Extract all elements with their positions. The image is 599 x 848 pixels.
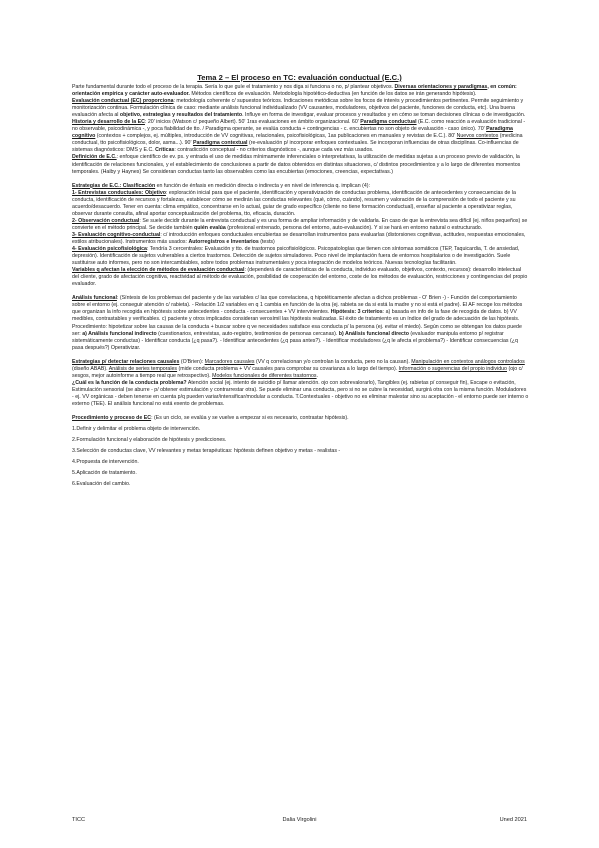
observation-label: 2- Observación conductual <box>72 217 140 224</box>
history-paragraph <box>72 119 529 154</box>
causal-text-2: (VV q correlacionan y/o controlan la conducta, pero no la causan). <box>254 358 412 365</box>
intro-paragraph <box>72 84 529 98</box>
procedure-text-2: (cuestionarios, entrevistas, auto-registro, testimonios de personas cercanas). <box>156 330 339 337</box>
functional-analysis-label: Análisis funcional <box>72 295 117 302</box>
causal-text-6: . <box>316 372 319 379</box>
psychophysiological-label: 4- Evaluación psicofisiológica <box>72 246 147 253</box>
hypothesis-criteria: Hipótesis: 3 criterios <box>330 309 383 316</box>
functional-analysis-text-2: : a) basada en info de la fase de recogida de datos. b) VV medibles, contrastables y verificables. c) paciente y otros implicados consideran verosímil las hipótesis realizadas. El éxito de tratamiento es un índice del grado de adecuación de las hipótesis. <box>72 309 520 323</box>
variables-text: : (dependerá de características de la conducta, individuo evaluado, objetivos, contexto, recursos): desarrollo intelectual del cliente, grado de afectación cognitiva, reactividad al método de evaluación, posibilidad de cooperación del entorno, coste de los métodos de evaluación, restricciones y contingencias del propio evaluador. <box>72 267 528 288</box>
definition-label: Definición de E.C. <box>72 154 117 161</box>
individual-information: Información o sugerencias del propio individuo <box>398 365 507 372</box>
cognitive-text: : c/ introducción enfoques conductuales encubiertas se desarrollan instrumentos para evaluarlas (distorsiones cognitivas, actitudes, respuestas emocionales, estilos atribucionales). Instrumentos más usados: <box>72 231 526 245</box>
observation-text: : Se suele decidir durante la entrevista conductual y es una forma de ampliar información y de validarla. En caso de que la entrevista sea difícil (ej. niños pequeños) se convierte en el método principal. Se decide también <box>72 217 528 231</box>
causal-text-4: (mide conducta problema + VV causales para comprobar su covarianza a lo largo del tiempo). <box>177 365 399 372</box>
ec-provides-text: : metodología coherente c/ supuestos teóricos. Indicaciones metódicas sobre los focos de interés y procedimientos pertinentes. Permite seguimiento y monitorización continua. Formulación clínica de caso: mediante análisis funcional individualizado (VV causantes, moduladores, objetivos del paciente, funciones de conducta, etc). Una buena evaluación afecta al <box>72 98 524 119</box>
procedure-ec-text: : (Es un ciclo, se evalúa y se vuelve a empezar si es necesario, contrastar hipótesis). <box>151 415 349 422</box>
interviews-label: 1- Entrevistas conductuales: Objetivo <box>72 189 166 196</box>
history-paradigm-contextual: Paradigma contextual <box>192 140 248 147</box>
observation-who: quién evalúa <box>194 224 226 231</box>
procedure-ec-paragraph <box>72 415 529 422</box>
functional-models: Modelos funcionales de diferentes trastornos <box>212 372 317 379</box>
causal-strategies-paragraph <box>72 359 529 380</box>
interviews-text: : exploración inicial para que el paciente, identificación y operativización de conductas problema, identificación de antecedentes y consecuencias de la conducta, identificación de recursos y fortalezas, establecer cómo se medirán las conductas relevantes (qué, cómo, cuándo), resumen y valoración de la comprensión de todo el paciente y su acuerdo/desacuerdo. Tener en cuenta: clima empático, concentrarse en lo actual, guiar de grado específico (cliente no tiene formación conductual), enseñar al paciente a operativizar reglas, observar durante consulta, afinal aportar conceptualización del problema, tto, eficacia, duración. <box>72 189 516 217</box>
procedure-text: Procedimiento: hipotetizar sobre las causas de la conducta + buscar sobre q ve necesidades satisface esa conducta p/ la persona (ej. evitar el miedo). Según como se obtengan los datos puede ser: <box>72 323 522 337</box>
footer-left: TICC <box>72 817 86 823</box>
behavior-function-text: Atención social (ej. intento de suicidio p/ llamar atención. ojo con sobrevalorarlo), Tangibles (ej. rabietas p/ conseguir fin), Escape o evitación, Estimulación sensorial (se aburre - p/ obtener estimulación y contrarrestar otra). Se puede eliminar una conducta, pero si no se cubre la necesidad, surgirá otra con la misma función. Moduladores - ej. VV orgánicas - deben tenerse en cuenta p/q pueden variar/intensificar/modular a conducta. T.Contextuales - objetivo no es eliminar malestar sino su aceptación - el entorno puede ser interno o externo (TEE). El análisis funcional no está exento de problemas. <box>72 379 529 407</box>
cognitive-paragraph <box>72 232 529 246</box>
ec-provides-end: . Influye en forma de investigar, evaluar procesos y resultados y en cómo se toman decisiones clínicas o de investigación. <box>242 112 526 119</box>
history-text-4: (medicina conductual, tto psicofisiológicos, dolor, asma...). 90' <box>72 133 523 147</box>
history-text-2: (E.C. como reacción a evaluación tradicional - no observable, psicodinámica -, y poca fiabilidad de tto. / Paradigma operante, se evalúa conducta + contingencias - c. encubiertas no son objeto de evaluación - caso único). 70' <box>72 119 526 133</box>
cognitive-instruments: Autorregistros e Inventarios <box>188 238 259 245</box>
behavior-function-question: ¿Cuál es la función de la conducta problema? <box>72 379 187 386</box>
causal-text-3: (diseño ABAB). <box>72 365 109 372</box>
history-text: : 20' inicios (Watson c/ pequeño Albert). 50' 1ras evaluaciones en ámbito organizacional. 60' <box>144 119 361 126</box>
causal-strategies-label: Estrategias p/ detectar relaciones causales <box>72 358 180 365</box>
indirect-analysis: a) Análisis funcional indirecto <box>82 330 157 337</box>
history-text-3: (contextos + complejos, ej. múltiples, introducción de VV cognitivas, relacionales, psicofisiológicas, 1as publicaciones en manuales y revistas de E.C.). 80' <box>95 133 457 140</box>
procedure-ec-label: Procedimiento y proceso de EC <box>72 415 152 422</box>
time-series-analysis: Análisis de series temporales <box>108 365 178 372</box>
ec-provides-bold: objetivo, estrategias y resultados del tratamiento <box>119 112 243 119</box>
cognitive-label: 3- Evaluación cognitivo-conductual <box>72 231 161 238</box>
variables-label: Variables q afectan la elección de métodos de evaluación conductual <box>72 267 245 274</box>
behavior-function-paragraph <box>72 380 529 408</box>
history-label: Historia y desarrollo de la EC <box>72 119 145 126</box>
step-item: 5.Aplicación de tratamiento. <box>72 470 137 477</box>
history-new-contexts: Nuevos contextos <box>456 133 499 140</box>
controlled-manipulation: Manipulación en contextos análogos controlados <box>411 358 525 365</box>
functional-analysis-text: : (Síntesis de los problemas del paciente y de las variables c/ las que correlaciona, q hipotéticamente afectan a dichos problemas - O' Brien -) - Función del comportamiento sobre el entorno (ej. conseguir atención c/ rabieta). - Relación 1/2 variables en q 1 cambia en función de la otra (ej. rabieta se da si está la madre y no si está el padre). El AF recoge los métodos que organizan la info recogida en hipótesis sobre antecedentes - conducta - consecuentes + VV intervinientes. <box>72 295 523 316</box>
procedure-paragraph <box>72 324 529 352</box>
strategies-label: Estrategias de E.C.: Clasificación <box>72 182 156 189</box>
psychophysiological-paragraph <box>72 246 529 267</box>
causal-markers: Marcadores causales <box>204 358 255 365</box>
causal-text: (O'Brien): <box>179 358 205 365</box>
step-item: 6.Evaluación del cambio. <box>72 481 131 488</box>
step-item: 3.Selección de conductas clave, VV relevantes y metas terapéuticas: hipótesis definen objetivo y metas - realistas - <box>72 448 341 455</box>
document-body <box>72 84 529 488</box>
ec-provides-label: Evaluación conductual (EC) proporciona <box>72 98 174 105</box>
history-end: : contradicción conceptual - no criterios diagnósticos -, aunque cada vez más usados. <box>174 147 374 154</box>
definition-paragraph <box>72 154 529 175</box>
step-item: 1.Definir y delimitar el problema objeto de intervención. <box>72 426 201 433</box>
footer-right: Uned 2021 <box>499 817 527 823</box>
step-item: 4.Propuesta de intervención. <box>72 459 139 466</box>
strategies-paragraph <box>72 183 529 190</box>
history-paradigm-conductual: Paradigma conductual <box>360 119 417 126</box>
step-item: 2.Formulación funcional y elaboración de hipótesis y predicciones. <box>72 437 227 444</box>
psychophysiological-text: : Tendría 3 cercentrales: Evaluación y tto. de trastornos psicofisiológicos. Psicopatologías que tienen con síntomas somáticos (TEP, Taquicardia, T. de ansiedad, depresión). Identificación de sujetos vulnerables a ciertos trastornos. Detección de sujetos simuladores. Poco nivel de implantación fuera de entornos hospitalarios o de investigación. Suele sustituirse auto informes, pero no son intercambiables, sobre todos problemas instrumentales y poca integración de modelos teóricos. Nuevas tecnologías facilitarán. <box>72 246 520 267</box>
ec-provides-paragraph <box>72 98 529 119</box>
page-title: Tema 2 – El proceso en TC: evaluación conductual (E.C.) <box>197 73 402 82</box>
orientations-label: Diversas orientaciones y paradigmas <box>394 84 488 90</box>
observation-end: (profesional entrenado, persona del entorno, auto-evaluación). Y si se hará en entorno natural o estructurado. <box>225 224 483 231</box>
history-criticisms: Críticas <box>155 147 175 154</box>
functional-analysis-paragraph <box>72 295 529 323</box>
procedure-end: (evaluador manipula entorno p/ registrar sistemáticamente conductas) - Identificar conducta (¿q pasa?). - Identificar antecedentes (¿q pasa antes?). - Identificar moduladores (¿q le afecta el problema?) - Identificar consecuencias (¿q pasa después?) Operativizar. <box>72 330 518 351</box>
history-text-5: (re-evaluación p/ incorporar enfoques contextuales. Se incorporan influencias de otras disciplinas. Co-influencias de sistemas diagnósticos: DMS y E.C. <box>72 140 519 154</box>
history-paradigm-cognitivo: Paradigma cognitivo <box>72 126 513 140</box>
observation-paragraph <box>72 218 529 232</box>
variables-paragraph <box>72 267 529 288</box>
orientations-text: Métodos científicos de evaluación. Metodología hipotético-deductiva (en función de los datos se irán generando hipótesis). <box>189 91 477 98</box>
orientations-common: , en común: orientación empírica y carácter auto-evaluador. <box>72 84 517 98</box>
cognitive-end: (tests) <box>258 238 275 245</box>
footer-author: Dalia Virgolini <box>282 817 317 823</box>
definition-text: : enfoque científico de ev. ps. y entrada el uso de medidas mínimamente inferenciales o interpretativas, la utilización de medidas sujetas a un proceso previo de validación, la identificación de relaciones funcionales, y el establecimiento de conclusiones a partir de datos obtenidos en distintas situaciones, c/ distintos procedimientos y a lo largo de diferentes momentos temporales. (Haiby y Haynes) Se consideran conductas tanto las observables como las encubiertas (emociones, creencias, expectativas.) <box>72 154 521 175</box>
interviews-paragraph <box>72 190 529 218</box>
intro-text: Parte fundamental durante todo el proceso de la terapia. Sería lo que guíe el tratamiento y nos diga si funciona o no, p/ plantear objetivos. <box>72 84 394 90</box>
causal-text-5: (ojo c/ sesgos, mejor autoinforme a tiempo real que retrospectivo). <box>72 365 523 379</box>
direct-analysis: b) Análisis funcional directo <box>338 330 409 337</box>
strategies-text: en función de énfasis en medición directa o indirecta y en nivel de inferencia q. implican (4): <box>155 182 370 189</box>
